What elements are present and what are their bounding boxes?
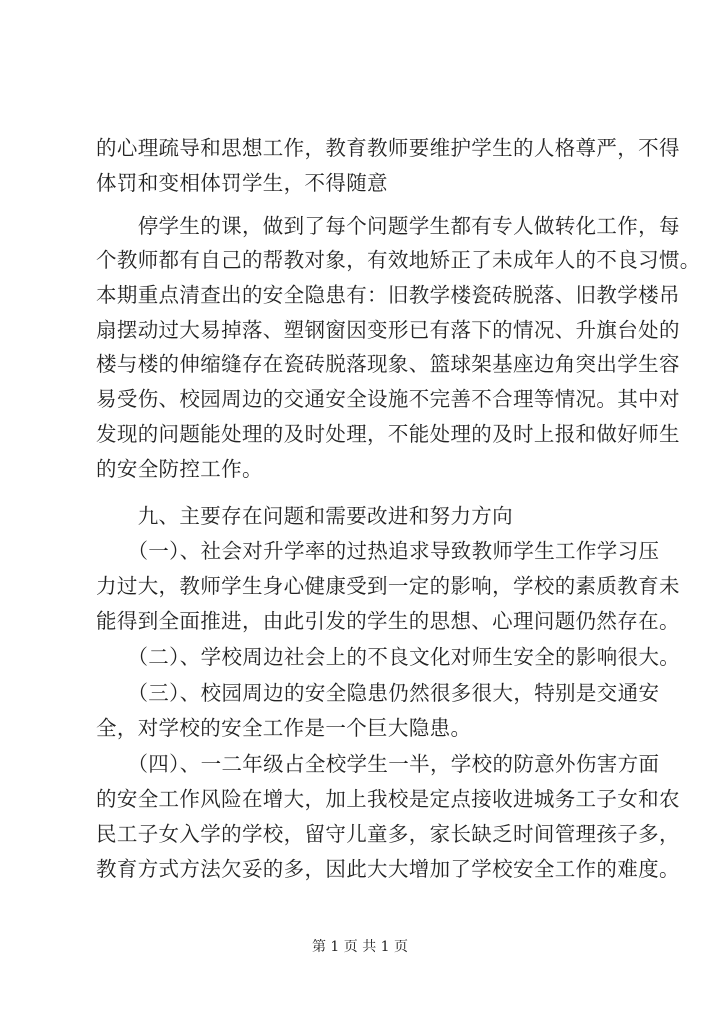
- text-line: 的安全工作风险在增大，加上我校是定点接收进城务工子女和农: [96, 787, 680, 811]
- text-line: 民工子女入学的学校，留守儿童多，家长缺乏时间管理孩子多，: [96, 822, 680, 846]
- text-line: （三）、校园周边的安全隐患仍然很多很大，特别是交通安: [96, 681, 660, 705]
- text-line: 发现的问题能处理的及时处理，不能处理的及时上报和做好师生: [96, 422, 680, 446]
- text-line: （二）、学校周边社会上的不良文化对师生安全的影响很大。: [96, 645, 681, 669]
- text-line: （四）、一二年级占全校学生一半，学校的防意外伤害方面: [96, 752, 660, 776]
- section-heading: 九、主要存在问题和需要改进和努力方向: [96, 504, 513, 528]
- text-line: （一）、社会对升学率的过热追求导致教师学生工作学习压: [96, 539, 660, 563]
- text-line: 的心理疏导和思想工作，教育教师要维护学生的人格尊严，不得: [96, 136, 680, 160]
- text-line: 扇摆动过大易掉落、塑钢窗因变形已有落下的情况、升旗台处的: [96, 318, 680, 342]
- text-line: 易受伤、校园周边的交通安全设施不完善不合理等情况。其中对: [96, 387, 680, 411]
- text-line: 个教师都有自己的帮教对象，有效地矫正了未成年人的不良习惯。: [96, 248, 701, 272]
- text-line: 本期重点清查出的安全隐患有：旧教学楼瓷砖脱落、旧教学楼吊: [96, 283, 680, 307]
- text-line: 全，对学校的安全工作是一个巨大隐患。: [96, 716, 472, 740]
- page-number-footer: 第 1 页 共 1 页: [311, 939, 409, 955]
- text-line: 体罚和变相体罚学生，不得随意: [96, 171, 388, 195]
- text-line: 能得到全面推进，由此引发的学生的思想、心理问题仍然存在。: [96, 609, 680, 633]
- text-line: 力过大，教师学生身心健康受到一定的影响，学校的素质教育未: [96, 574, 680, 598]
- text-line: 的安全防控工作。: [96, 457, 263, 481]
- text-line: 停学生的课，做到了每个问题学生都有专人做转化工作，每: [96, 214, 680, 238]
- text-line: 楼与楼的伸缩缝存在瓷砖脱落现象、篮球架基座边角突出学生容: [96, 352, 680, 376]
- text-line: 教育方式方法欠妥的多，因此大大增加了学校安全工作的难度。: [96, 857, 680, 881]
